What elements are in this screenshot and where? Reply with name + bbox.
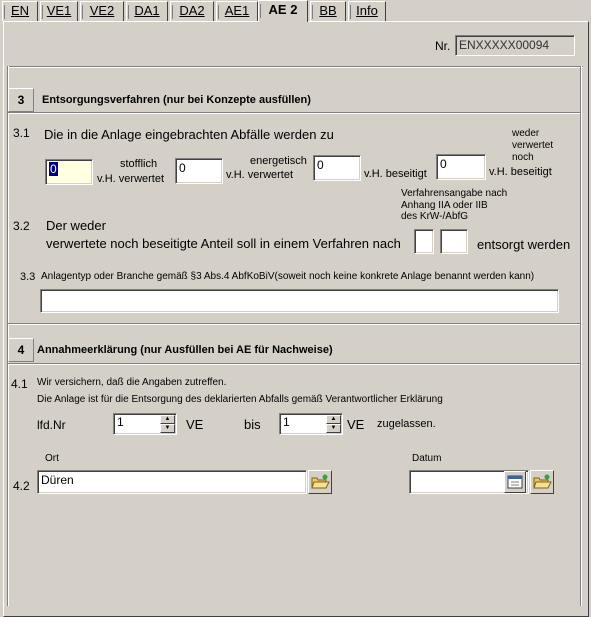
ve-label-2: VE <box>347 417 365 432</box>
section-4-top-divider <box>8 323 580 325</box>
energetisch-input[interactable]: 0 <box>175 158 223 184</box>
lfd-to-value: 1 <box>283 415 290 429</box>
beseitigt-input[interactable]: 0 <box>313 155 361 181</box>
ve-label-1: VE <box>186 417 204 432</box>
weder-label-1: weder <box>512 128 540 139</box>
weder-label-3: noch <box>512 152 534 163</box>
spin-up-icon[interactable]: ▲ <box>160 415 175 424</box>
tab-panel <box>3 21 589 617</box>
q41-line2: Die Anlage ist für die Entsorgung des deklarierten Abfalls gemäß Verantwortlicher Erklärung <box>37 394 443 405</box>
section-4-title: Annahmeerklärung (nur Ausfüllen bei AE für Nachweise) <box>37 344 333 356</box>
frame-left <box>7 66 9 606</box>
q33-text: Anlagentyp oder Branche gemäß §3 Abs.4 AbfKoBiV(soweit noch keine konkrete Anlage benannt werden kann) <box>41 271 535 282</box>
lfd-from-spinner <box>159 415 175 433</box>
stofflich-value: 0 <box>50 162 57 176</box>
q42-number: 4.2 <box>13 479 30 493</box>
q32-hint-1: Verfahrensangabe nach <box>401 188 508 199</box>
q31-number: 3.1 <box>13 126 30 140</box>
folder-open-icon <box>531 471 553 493</box>
energetisch-unit: v.H. verwertet <box>226 169 294 181</box>
folder-open-icon <box>309 471 331 493</box>
verfahren-input-2[interactable] <box>440 229 468 254</box>
q32-hint-2: Anhang IIA oder IIB <box>401 200 488 211</box>
tab-ve2[interactable]: VE2 <box>80 1 124 21</box>
datum-browse-button[interactable] <box>530 470 554 494</box>
nr-field: ENXXXXX00094 <box>455 35 575 56</box>
lfd-to-spinner <box>325 415 341 433</box>
nr-label: Nr. <box>435 39 451 53</box>
q32-suffix: entsorgt werden <box>477 237 571 252</box>
tab-bb[interactable]: BB <box>310 1 346 21</box>
stofflich-label: stofflich <box>120 158 158 170</box>
beseitigt-unit: v.H. beseitigt <box>364 168 427 180</box>
ort-input[interactable]: Düren <box>37 470 307 494</box>
q41-line1: Wir versichern, daß die Angaben zutreffen. <box>37 377 227 388</box>
section-3-number: 3 <box>8 88 34 112</box>
q31-text: Die in die Anlage eingebrachten Abfälle werden zu <box>44 127 334 142</box>
bis-label: bis <box>244 417 261 432</box>
weder-input[interactable]: 0 <box>436 154 486 180</box>
spin-up-icon[interactable]: ▲ <box>326 415 341 424</box>
frame-right <box>580 66 582 606</box>
tab-bar <box>0 0 591 21</box>
ort-label: Ort <box>45 453 59 464</box>
lfd-from-value: 1 <box>117 415 124 429</box>
q33-number: 3.3 <box>20 271 36 283</box>
frame-top <box>7 66 583 68</box>
section-3-title: Entsorgungsverfahren (nur bei Konzepte ausfüllen) <box>42 94 311 106</box>
verfahren-input-1[interactable] <box>414 229 434 254</box>
tab-da2[interactable]: DA2 <box>170 1 214 21</box>
spin-down-icon[interactable]: ▼ <box>160 424 175 433</box>
section-4-number: 4 <box>8 338 34 362</box>
weder-unit: v.H. beseitigt <box>489 166 552 178</box>
calendar-icon <box>505 472 525 492</box>
stofflich-input[interactable] <box>45 159 93 185</box>
stofflich-unit: v.H. verwertet <box>97 173 165 185</box>
weder-label-2: verwertet <box>512 140 554 151</box>
q32-line1: Der weder <box>46 218 106 233</box>
tab-info[interactable]: Info <box>348 1 386 21</box>
section-4-divider <box>8 363 580 365</box>
q32-number: 3.2 <box>13 219 30 233</box>
spin-down-icon[interactable]: ▼ <box>326 424 341 433</box>
q41-number: 4.1 <box>11 377 28 391</box>
q32-hint-3: des KrW-/AbfG <box>401 211 469 222</box>
q32-line2: verwertete noch beseitigte Anteil soll in einem Verfahren nach <box>46 236 401 251</box>
tab-da1[interactable]: DA1 <box>126 1 168 21</box>
tab-ae2[interactable]: AE 2 <box>258 0 308 22</box>
lfd-nr-label: lfd.Nr <box>37 418 66 432</box>
anlagentyp-input[interactable] <box>40 289 559 313</box>
section-3-divider <box>8 112 580 114</box>
energetisch-label: energetisch <box>250 155 307 167</box>
tab-ae1[interactable]: AE1 <box>216 1 258 21</box>
zugelassen-label: zugelassen. <box>377 418 436 430</box>
ort-browse-button[interactable] <box>308 470 332 494</box>
calendar-button[interactable] <box>504 471 526 493</box>
tab-en[interactable]: EN <box>2 1 38 21</box>
datum-label: Datum <box>412 453 442 464</box>
tab-ve1[interactable]: VE1 <box>40 1 78 21</box>
